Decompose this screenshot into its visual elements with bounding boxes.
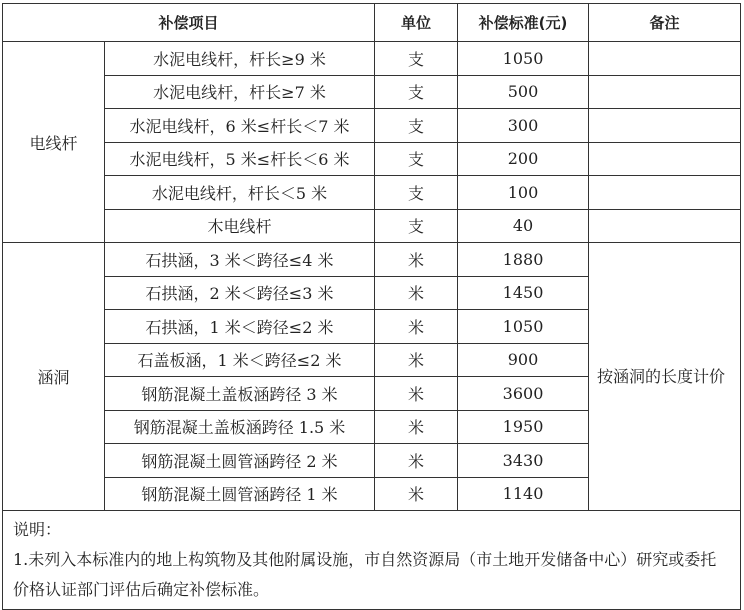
notes-item-1: 1.未列入本标准内的地上构筑物及其他附属设施，市自然资源局（市土地开发储备中心）研究或委托价格认证部门评估后确定补偿标准。 (13, 550, 717, 599)
remark-cell (589, 209, 741, 243)
category-cell: 电线杆 (3, 42, 105, 243)
item-cell: 木电线杆 (105, 209, 375, 243)
item-cell: 钢筋混凝土圆管涵跨径 2 米 (105, 444, 375, 478)
unit-cell: 米 (375, 276, 458, 310)
unit-cell: 米 (375, 343, 458, 377)
value-cell: 500 (458, 75, 589, 109)
table-row (3, 243, 741, 277)
value-cell: 300 (458, 109, 589, 143)
item-cell: 水泥电线杆，杆长≥7 米 (105, 75, 375, 109)
value-cell: 40 (458, 209, 589, 243)
value-cell: 900 (458, 343, 589, 377)
notes-cell (3, 511, 741, 610)
unit-cell: 支 (375, 142, 458, 176)
header-remark: 备注 (589, 4, 741, 42)
unit-cell: 米 (375, 410, 458, 444)
unit-cell: 支 (375, 109, 458, 143)
value-cell: 3600 (458, 377, 589, 411)
unit-cell: 支 (375, 176, 458, 210)
value-cell: 200 (458, 142, 589, 176)
item-cell: 石盖板涵，1 米＜跨径≤2 米 (105, 343, 375, 377)
table-row (3, 176, 741, 210)
unit-cell: 支 (375, 42, 458, 76)
unit-cell: 米 (375, 477, 458, 511)
item-cell: 钢筋混凝土盖板涵跨径 1.5 米 (105, 410, 375, 444)
notes-row (3, 511, 741, 610)
value-cell: 1140 (458, 477, 589, 511)
item-cell: 石拱涵，2 米＜跨径≤3 米 (105, 276, 375, 310)
remark-cell (589, 75, 741, 109)
notes-title: 说明： (13, 520, 62, 539)
item-cell: 钢筋混凝土盖板涵跨径 3 米 (105, 377, 375, 411)
table-row (3, 42, 741, 76)
item-cell: 水泥电线杆，杆长＜5 米 (105, 176, 375, 210)
item-cell: 水泥电线杆，6 米≤杆长＜7 米 (105, 109, 375, 143)
value-cell: 3430 (458, 444, 589, 478)
header-standard: 补偿标准(元) (458, 4, 589, 42)
remark-cell (589, 42, 741, 76)
remark-cell: 按涵洞的长度计价 (589, 243, 741, 511)
table-row (3, 209, 741, 243)
item-cell: 石拱涵，3 米＜跨径≤4 米 (105, 243, 375, 277)
unit-cell: 米 (375, 444, 458, 478)
table-row (3, 109, 741, 143)
item-cell: 石拱涵，1 米＜跨径≤2 米 (105, 310, 375, 344)
item-cell: 水泥电线杆，5 米≤杆长＜6 米 (105, 142, 375, 176)
unit-cell: 支 (375, 75, 458, 109)
value-cell: 1050 (458, 310, 589, 344)
value-cell: 1450 (458, 276, 589, 310)
remark-cell (589, 109, 741, 143)
item-cell: 钢筋混凝土圆管涵跨径 1 米 (105, 477, 375, 511)
unit-cell: 米 (375, 310, 458, 344)
unit-cell: 支 (375, 209, 458, 243)
unit-cell: 米 (375, 377, 458, 411)
value-cell: 1950 (458, 410, 589, 444)
item-cell: 水泥电线杆，杆长≥9 米 (105, 42, 375, 76)
remark-cell (589, 176, 741, 210)
category-cell: 涵洞 (3, 243, 105, 511)
table-header-row (3, 4, 741, 42)
value-cell: 1880 (458, 243, 589, 277)
header-item: 补偿项目 (3, 4, 375, 42)
table-row (3, 142, 741, 176)
compensation-table (2, 3, 741, 610)
remark-cell (589, 142, 741, 176)
value-cell: 100 (458, 176, 589, 210)
unit-cell: 米 (375, 243, 458, 277)
value-cell: 1050 (458, 42, 589, 76)
header-unit: 单位 (375, 4, 458, 42)
table-row (3, 75, 741, 109)
